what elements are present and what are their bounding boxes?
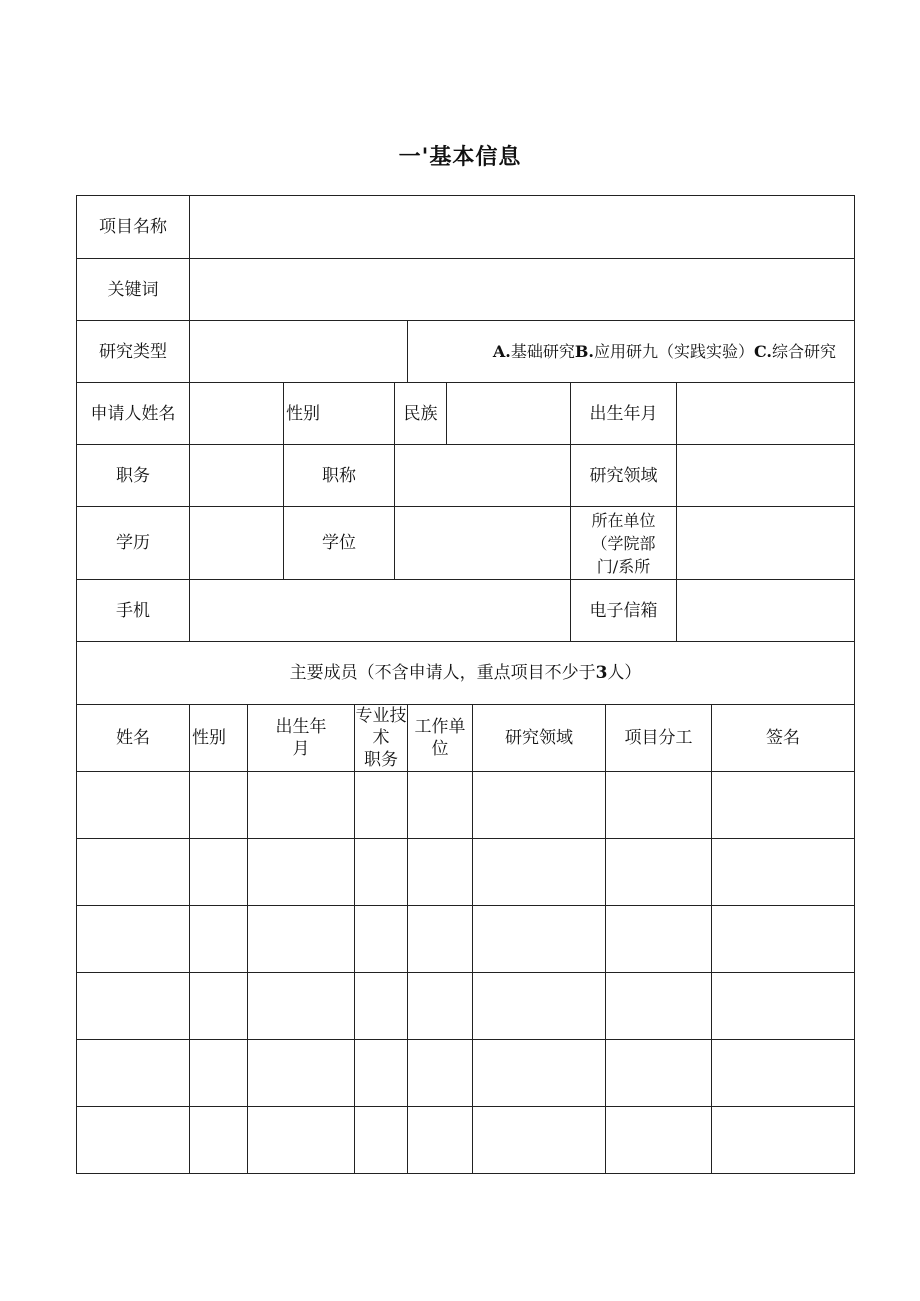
project-name-value[interactable] xyxy=(190,196,855,259)
email-value[interactable] xyxy=(677,580,855,642)
option-c-letter: C. xyxy=(753,341,772,361)
member-birth-cell[interactable] xyxy=(248,772,355,839)
member-row xyxy=(77,973,855,1040)
col-birth xyxy=(248,705,355,772)
option-a-text: 基础研究 xyxy=(510,341,575,361)
member-gender-cell[interactable] xyxy=(190,1107,248,1174)
member-signature-cell[interactable] xyxy=(712,1040,855,1107)
phone-label: 手机 xyxy=(77,580,190,642)
project-name-label: 项目名称 xyxy=(77,196,190,259)
col-signature: 签名 xyxy=(712,705,855,772)
option-c-text: 综合研究 xyxy=(771,341,836,361)
member-role-cell[interactable] xyxy=(606,772,712,839)
option-a-letter: A. xyxy=(492,341,511,361)
member-role-cell[interactable] xyxy=(606,973,712,1040)
member-name-cell[interactable] xyxy=(77,772,190,839)
member-title-cell[interactable] xyxy=(355,973,408,1040)
basic-info-form xyxy=(76,195,855,1174)
col-title-line1: 专业技术 xyxy=(355,706,407,748)
member-name-cell[interactable] xyxy=(77,839,190,906)
member-role-cell[interactable] xyxy=(606,906,712,973)
education-label: 学历 xyxy=(77,507,190,580)
position-label: 职务 xyxy=(77,445,190,507)
member-row xyxy=(77,1040,855,1107)
member-gender-cell[interactable] xyxy=(190,906,248,973)
col-field: 研究领域 xyxy=(473,705,606,772)
member-title-cell[interactable] xyxy=(355,906,408,973)
row-position xyxy=(77,445,855,507)
member-field-cell[interactable] xyxy=(473,906,606,973)
position-value[interactable] xyxy=(190,445,284,507)
member-gender-cell[interactable] xyxy=(190,1040,248,1107)
applicant-name-label: 申请人姓名 xyxy=(77,383,190,445)
member-title-cell[interactable] xyxy=(355,1040,408,1107)
member-role-cell[interactable] xyxy=(606,1040,712,1107)
education-value[interactable] xyxy=(190,507,284,580)
degree-label: 学位 xyxy=(284,507,395,580)
col-title-line2: 职务 xyxy=(364,750,398,770)
row-education xyxy=(77,507,855,580)
ethnicity-label: 民族 xyxy=(395,383,447,445)
member-field-cell[interactable] xyxy=(473,839,606,906)
member-gender-cell[interactable] xyxy=(190,772,248,839)
row-keywords xyxy=(77,259,855,321)
col-birth-line1: 出生年 xyxy=(275,717,327,737)
member-birth-cell[interactable] xyxy=(248,1040,355,1107)
unit-label-line2: （学院部 xyxy=(591,533,656,553)
member-name-cell[interactable] xyxy=(77,906,190,973)
member-field-cell[interactable] xyxy=(473,973,606,1040)
member-role-cell[interactable] xyxy=(606,1107,712,1174)
member-title-cell[interactable] xyxy=(355,1107,408,1174)
member-unit-cell[interactable] xyxy=(408,1040,473,1107)
title-value[interactable] xyxy=(395,445,571,507)
col-unit: 工作单位 xyxy=(408,705,473,772)
member-row xyxy=(77,772,855,839)
member-signature-cell[interactable] xyxy=(712,906,855,973)
member-row xyxy=(77,839,855,906)
member-unit-cell[interactable] xyxy=(408,839,473,906)
member-unit-cell[interactable] xyxy=(408,906,473,973)
member-row xyxy=(77,1107,855,1174)
member-birth-cell[interactable] xyxy=(248,906,355,973)
member-name-cell[interactable] xyxy=(77,1107,190,1174)
research-type-label: 研究类型 xyxy=(77,321,190,383)
ethnicity-value[interactable] xyxy=(447,383,571,445)
row-members-header xyxy=(77,642,855,705)
member-field-cell[interactable] xyxy=(473,1107,606,1174)
row-applicant xyxy=(77,383,855,445)
field-value[interactable] xyxy=(677,445,855,507)
member-unit-cell[interactable] xyxy=(408,772,473,839)
member-birth-cell[interactable] xyxy=(248,839,355,906)
unit-value[interactable] xyxy=(677,507,855,580)
member-birth-cell[interactable] xyxy=(248,973,355,1040)
member-role-cell[interactable] xyxy=(606,839,712,906)
email-label: 电子信箱 xyxy=(571,580,677,642)
research-type-value[interactable] xyxy=(190,321,408,383)
col-name: 姓名 xyxy=(77,705,190,772)
gender-label: 性别 xyxy=(284,383,395,445)
member-gender-cell[interactable] xyxy=(190,839,248,906)
members-header-prefix: 主要成员（不含申请人，重点项目不少于 xyxy=(289,663,596,683)
member-row xyxy=(77,906,855,973)
member-signature-cell[interactable] xyxy=(712,772,855,839)
field-label: 研究领域 xyxy=(571,445,677,507)
member-title-cell[interactable] xyxy=(355,839,408,906)
option-b-text: 应用研九（实践实验） xyxy=(593,341,754,361)
members-header-suffix: 人） xyxy=(607,663,642,683)
applicant-name-value[interactable] xyxy=(190,383,284,445)
option-b-letter: B. xyxy=(574,341,594,361)
keywords-value[interactable] xyxy=(190,259,855,321)
member-signature-cell[interactable] xyxy=(712,839,855,906)
phone-value[interactable] xyxy=(190,580,571,642)
unit-label-line1: 所在单位 xyxy=(591,510,656,530)
member-name-cell[interactable] xyxy=(77,973,190,1040)
row-contact xyxy=(77,580,855,642)
member-signature-cell[interactable] xyxy=(712,973,855,1040)
research-type-options xyxy=(408,321,855,383)
members-header-count: 3 xyxy=(595,663,608,683)
member-field-cell[interactable] xyxy=(473,772,606,839)
degree-value[interactable] xyxy=(395,507,571,580)
row-project-name xyxy=(77,196,855,259)
member-signature-cell[interactable] xyxy=(712,1107,855,1174)
member-unit-cell[interactable] xyxy=(408,1107,473,1174)
row-research-type xyxy=(77,321,855,383)
page-title: 一'基本信息 xyxy=(398,145,522,170)
row-members-columns xyxy=(77,705,855,772)
member-field-cell[interactable] xyxy=(473,1040,606,1107)
info-table xyxy=(76,195,855,1174)
member-title-cell[interactable] xyxy=(355,772,408,839)
members-header xyxy=(77,642,855,705)
col-role: 项目分工 xyxy=(606,705,712,772)
member-name-cell[interactable] xyxy=(77,1040,190,1107)
col-gender: 性别 xyxy=(190,705,248,772)
birth-value[interactable] xyxy=(677,383,855,445)
unit-label-line3: 门/系所 xyxy=(596,556,651,576)
member-gender-cell[interactable] xyxy=(190,973,248,1040)
col-birth-line2: 月 xyxy=(292,739,310,759)
col-title xyxy=(355,705,408,772)
member-birth-cell[interactable] xyxy=(248,1107,355,1174)
title-label: 职称 xyxy=(284,445,395,507)
member-unit-cell[interactable] xyxy=(408,973,473,1040)
keywords-label: 关键词 xyxy=(77,259,190,321)
unit-label xyxy=(571,507,677,580)
birth-label: 出生年月 xyxy=(571,383,677,445)
